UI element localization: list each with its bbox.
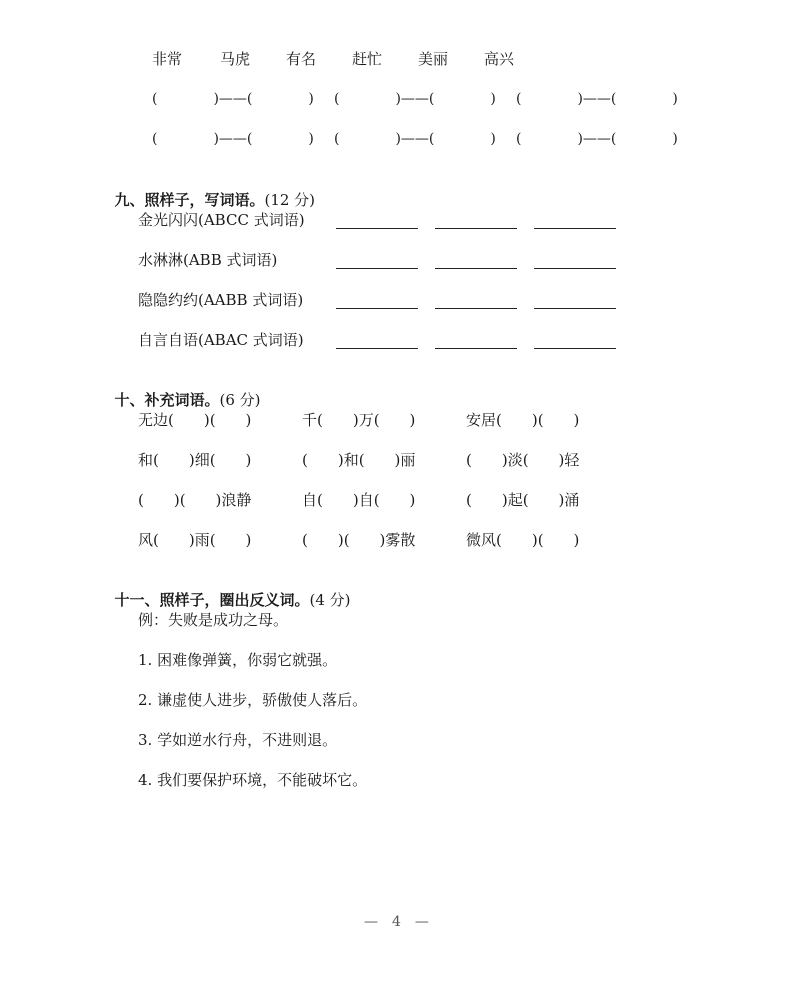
pair-blank[interactable]: ( )——( ) xyxy=(334,131,496,147)
word-item: 美丽 xyxy=(418,50,449,68)
section11-points: (4 分) xyxy=(309,591,351,609)
sentence-item[interactable]: 4. 我们要保护环境，不能破坏它。 xyxy=(138,771,368,789)
pair-blank[interactable]: ( )——( ) xyxy=(334,91,496,107)
idiom-blank[interactable]: ( )( )雾散 xyxy=(302,531,416,549)
answer-line[interactable] xyxy=(435,228,517,229)
idiom-blank[interactable]: 微风( )( ) xyxy=(466,531,580,549)
answer-line[interactable] xyxy=(534,228,616,229)
section9-title: 九、照样子，写词语。 xyxy=(114,191,265,209)
word-item: 高兴 xyxy=(484,50,515,68)
answer-line[interactable] xyxy=(534,348,616,349)
example-sentence: 例：失败是成功之母。 xyxy=(138,611,289,629)
idiom-blank[interactable]: ( )起( )涌 xyxy=(466,491,580,509)
answer-line[interactable] xyxy=(435,308,517,309)
section11-title: 十一、照样子，圈出反义词。 xyxy=(114,591,310,609)
answer-line[interactable] xyxy=(534,308,616,309)
answer-line[interactable] xyxy=(435,268,517,269)
idiom-blank[interactable]: 无边( )( ) xyxy=(138,411,252,429)
sentence-item[interactable]: 2. 谦虚使人进步，骄傲使人落后。 xyxy=(138,691,368,709)
idiom-blank[interactable]: 千( )万( ) xyxy=(302,411,416,429)
pattern-label: 金光闪闪(ABCC 式词语) xyxy=(138,211,305,229)
section9-points: (12 分) xyxy=(264,191,316,209)
answer-line[interactable] xyxy=(336,228,418,229)
pair-blank[interactable]: ( )——( ) xyxy=(152,91,314,107)
answer-line[interactable] xyxy=(336,308,418,309)
pattern-label: 隐隐约约(AABB 式词语) xyxy=(138,291,304,309)
answer-line[interactable] xyxy=(336,268,418,269)
word-item: 有名 xyxy=(286,50,317,68)
page-number: — 4 — xyxy=(364,914,429,930)
section10-points: (6 分) xyxy=(219,391,261,409)
pair-blank[interactable]: ( )——( ) xyxy=(152,131,314,147)
idiom-blank[interactable]: 风( )雨( ) xyxy=(138,531,252,549)
pattern-label: 自言自语(ABAC 式词语) xyxy=(138,331,304,349)
idiom-blank[interactable]: ( )和( )丽 xyxy=(302,451,416,469)
word-item: 马虎 xyxy=(220,50,251,68)
word-item: 赶忙 xyxy=(352,50,383,68)
section10-heading xyxy=(104,370,261,410)
pattern-label: 水淋淋(ABB 式词语) xyxy=(138,251,278,269)
section9-heading xyxy=(104,170,315,210)
section11-heading xyxy=(104,570,351,610)
answer-line[interactable] xyxy=(435,348,517,349)
sentence-item[interactable]: 3. 学如逆水行舟，不进则退。 xyxy=(138,731,338,749)
idiom-blank[interactable]: 自( )自( ) xyxy=(302,491,416,509)
answer-line[interactable] xyxy=(336,348,418,349)
word-item: 非常 xyxy=(152,50,183,68)
pair-blank[interactable]: ( )——( ) xyxy=(516,91,678,107)
section10-title: 十、补充词语。 xyxy=(114,391,220,409)
idiom-blank[interactable]: ( )淡( )轻 xyxy=(466,451,580,469)
idiom-blank[interactable]: 和( )细( ) xyxy=(138,451,252,469)
sentence-item[interactable]: 1. 困难像弹簧，你弱它就强。 xyxy=(138,651,338,669)
pair-blank[interactable]: ( )——( ) xyxy=(516,131,678,147)
idiom-blank[interactable]: 安居( )( ) xyxy=(466,411,580,429)
answer-line[interactable] xyxy=(534,268,616,269)
idiom-blank[interactable]: ( )( )浪静 xyxy=(138,491,252,509)
